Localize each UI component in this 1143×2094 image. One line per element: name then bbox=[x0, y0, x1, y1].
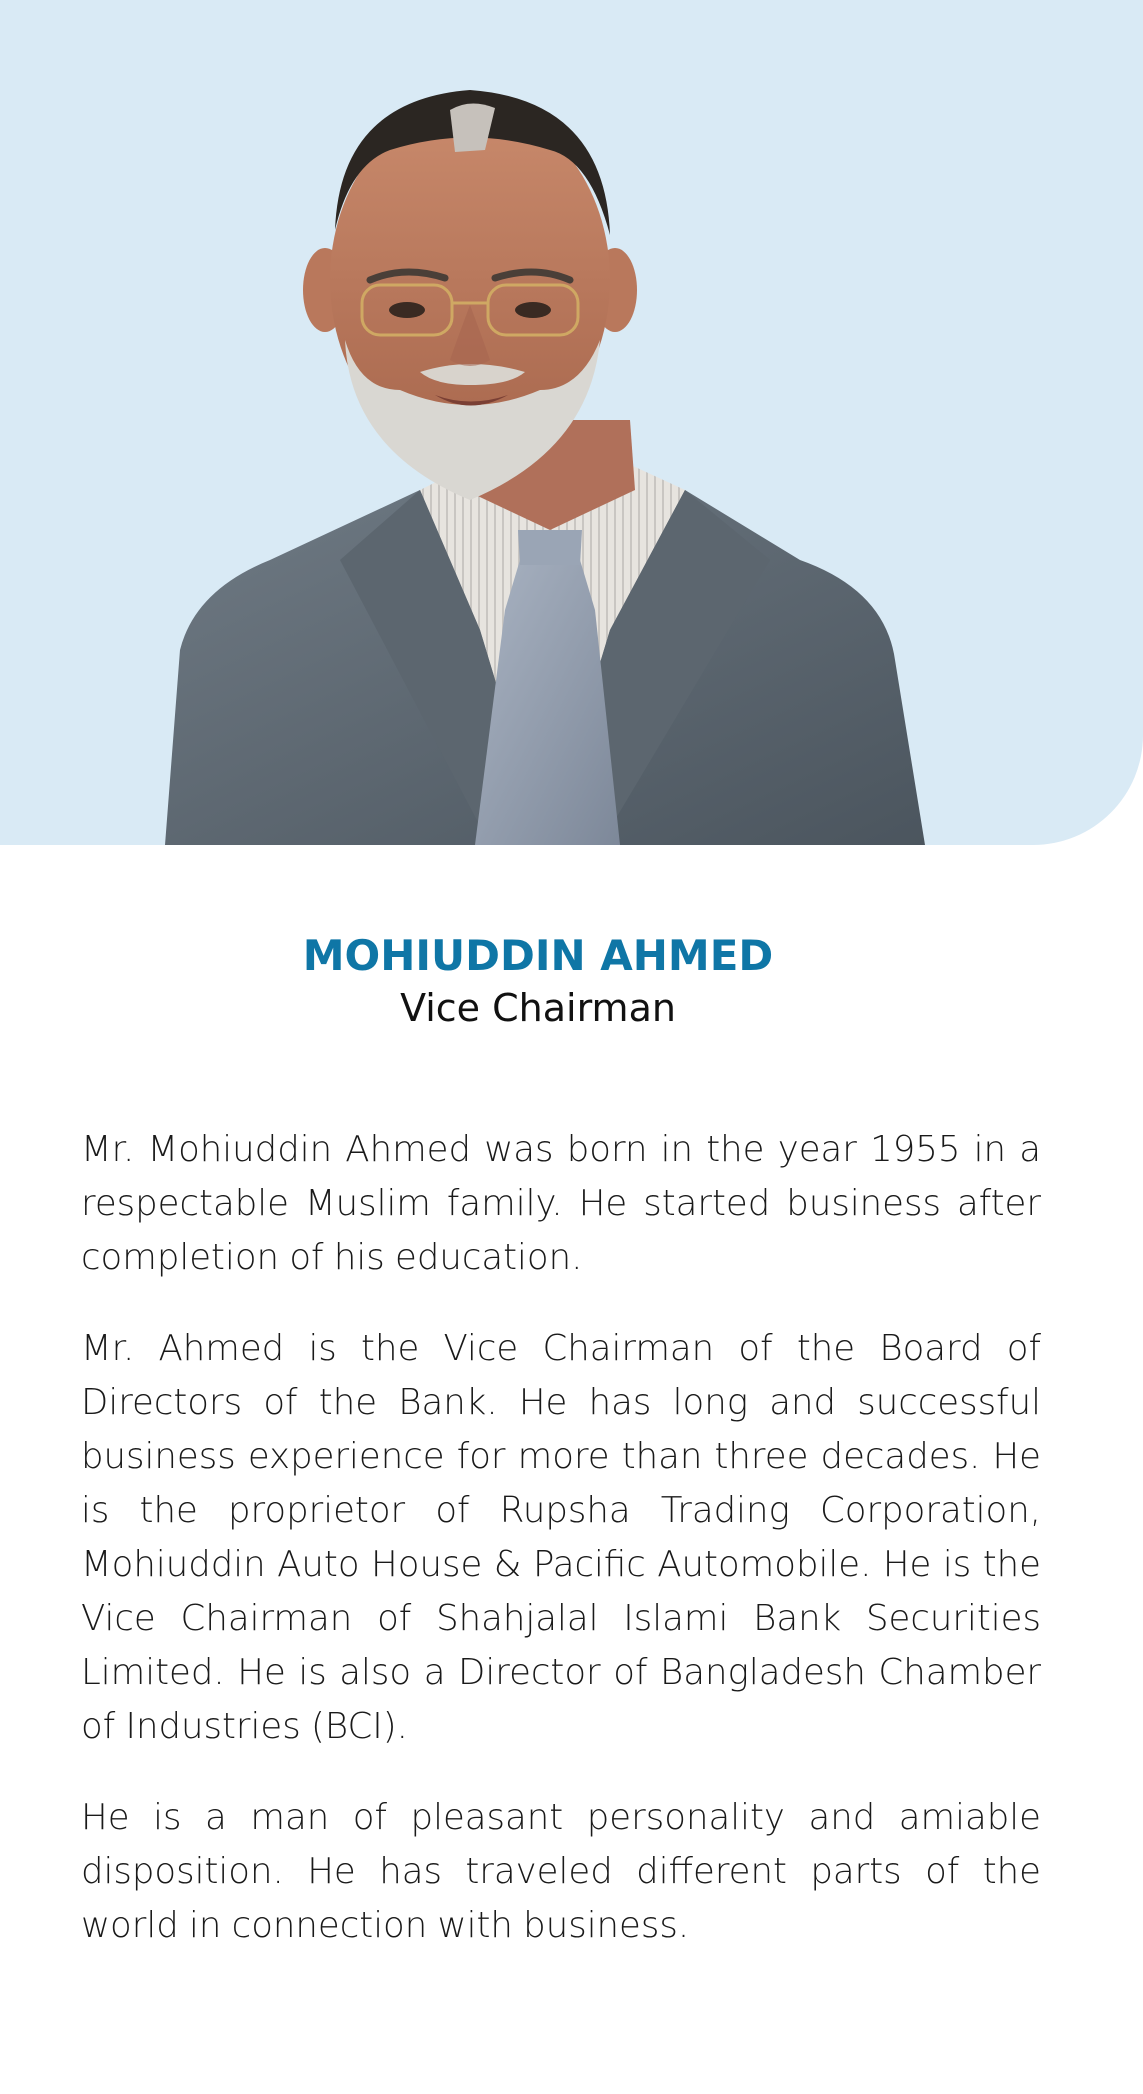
bio-paragraph: Mr. Mohiuddin Ahmed was born in the year 1955 in a respectable Muslim family. He started business after completion of his education. bbox=[81, 1129, 1041, 1278]
name-block bbox=[0, 930, 1076, 1032]
person-name: MOHIUDDIN AHMED bbox=[302, 931, 774, 980]
bio-paragraph: He is a man of pleasant personality and amiable disposition. He has traveled different parts of the world in connection with business. bbox=[81, 1797, 1041, 1946]
biography bbox=[81, 1123, 1041, 1990]
bio-paragraph: Mr. Ahmed is the Vice Chairman of the Board of Directors of the Bank. He has long and successful business experience for more than three decades. He is the proprietor of Rupsha Trading Corporation, Mohiuddin Auto House & Pacific Automobile. He is the Vice Chairman of Shahjalal Islami Bank Securities Limited. He is also a Director of Bangladesh Chamber of Industries (BCI). bbox=[81, 1328, 1041, 1747]
portrait-photo bbox=[150, 90, 940, 845]
person-title: Vice Chairman bbox=[400, 986, 676, 1030]
hero-banner bbox=[0, 0, 1143, 845]
